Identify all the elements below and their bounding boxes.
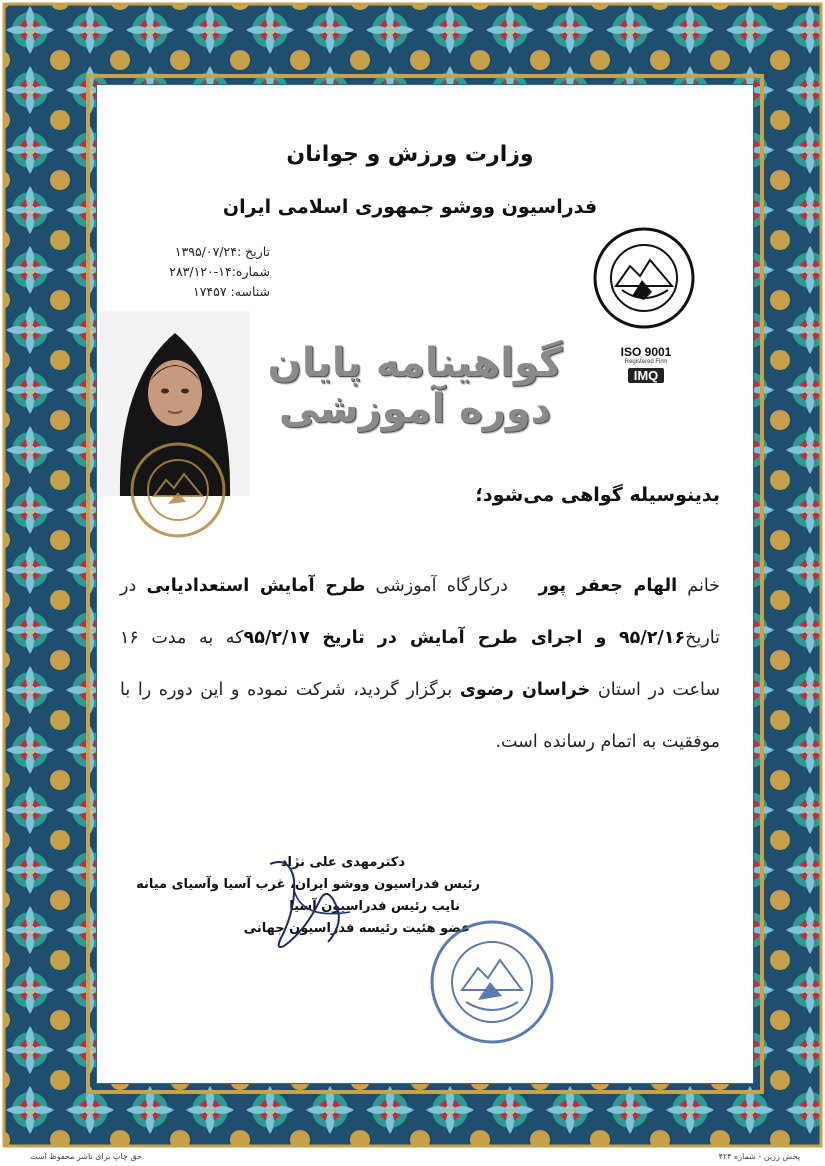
certificate-title: گواهینامه پایان دوره آموزشی — [267, 340, 563, 432]
text-line-2 — [120, 612, 720, 664]
text-province-label: ساعت در استان — [597, 680, 720, 700]
text-prefix: خانم — [687, 576, 720, 596]
signer-title-1: رئیس فدراسیون ووشو ایران، غرب آسیا وآسیای میانه — [136, 877, 480, 892]
signer-title-2: نایب رئیس فدراسیون آسیا — [289, 899, 460, 914]
iso-badge — [604, 345, 688, 384]
date-line: تاریخ :۱۳۹۵/۰۷/۲۴ — [174, 244, 270, 259]
text-workshop: درکارگاه آموزشی — [375, 576, 508, 596]
handwritten-signature — [210, 850, 410, 960]
document-meta — [120, 242, 270, 302]
signer-title-3: عضو هئیت رئیسه فدراسیون جهانی — [243, 921, 470, 936]
ministry-heading: وزارت ورزش و جوانان — [286, 142, 534, 167]
text-held: برگزار گردید، شرکت نموده و این دوره را با — [120, 680, 453, 700]
iso-sub-label: Registered Firm — [624, 359, 668, 365]
text-duration: که به مدت ۱۶ — [120, 628, 244, 648]
text-execution: و اجرای طرح آمایش در تاریخ — [322, 628, 607, 648]
course-name: طرح آمایش استعدادیابی — [146, 576, 366, 596]
photo-stamp — [128, 440, 228, 540]
greeting-line: بدینوسیله گواهی می‌شود؛ — [475, 484, 720, 506]
id-line: شناسه: ۱۷۴۵۷ — [193, 284, 270, 299]
text-date-label: تاریخ — [685, 628, 720, 648]
signer-name: دکترمهدی علی نژاد — [280, 855, 405, 870]
text-line-4: موفقیت به اتمام رسانده است. — [495, 732, 720, 752]
certificate-text — [120, 560, 720, 768]
footer-left: حق چاپ برای ناشر محفوظ است — [30, 1152, 142, 1161]
text-line-1 — [120, 560, 720, 612]
province-name: خراسان رضوی — [459, 680, 591, 700]
date-to: ۹۵/۲/۱۷ — [243, 628, 310, 648]
iso-label: ISO 9001 — [620, 345, 672, 359]
number-line: شماره:۱۴-۲۸۳/۱۲۰ — [169, 264, 270, 279]
federation-heading: فدراسیون ووشو جمهوری اسلامی ایران — [222, 196, 598, 218]
holder-name: الهام جعفر پور — [538, 576, 678, 596]
official-seal — [428, 918, 556, 1046]
text-line-3 — [120, 664, 720, 716]
federation-logo — [592, 226, 696, 330]
text-in: در — [120, 576, 137, 596]
imq-label: IMQ — [628, 368, 665, 383]
footer-right: پخش زرین - شماره ۴۲۴ — [718, 1152, 800, 1161]
date-from: ۹۵/۲/۱۶ — [618, 628, 686, 648]
